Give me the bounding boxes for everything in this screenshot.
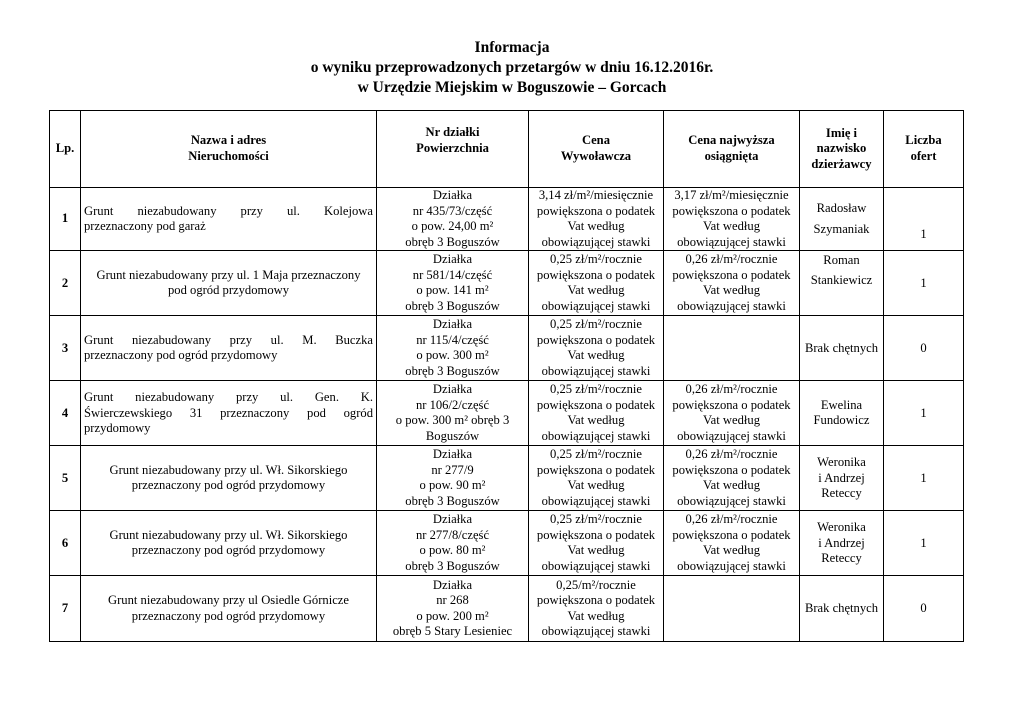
table-row [50, 188, 964, 251]
header-name-line1: Nazwa i adres [190, 133, 267, 148]
cell-max-price [664, 446, 800, 511]
cell-offers: 1 [884, 251, 964, 316]
cell-plot-line3: o pow. 141 m² [416, 283, 489, 298]
cell-price-line4: obowiązującej stawki [541, 558, 651, 573]
cell-price-line2: powiększona o podatek [536, 332, 656, 347]
cell-lp: 5 [50, 446, 81, 511]
header-tenant [800, 111, 884, 188]
cell-plot-line1: Działka [432, 382, 473, 397]
title-line-1: Informacja [474, 39, 550, 56]
cell-offers: 0 [884, 316, 964, 381]
table-row [50, 251, 964, 316]
cell-lp: 6 [50, 511, 81, 576]
cell-tenant-line2: Stankiewicz [810, 272, 873, 287]
cell-name-line1: Grunt niezabudowany przy ul. M. Buczka [84, 332, 373, 347]
cell-price [529, 316, 664, 381]
cell-max-line2: powiększona o podatek [672, 203, 791, 218]
cell-max-line4: obowiązującej stawki [677, 234, 786, 249]
header-price-line2: Wywoławcza [560, 149, 632, 163]
cell-max-line2: powiększona o podatek [672, 267, 791, 282]
cell-plot-line4: Boguszów [425, 428, 480, 443]
cell-price-line4: obowiązującej stawki [541, 363, 651, 378]
cell-name-line1: Grunt niezabudowany przy ul. Wł. Sikorskiego [109, 527, 348, 542]
cell-max-line1: 0,26 zł/m²/rocznie [685, 252, 778, 267]
table-row [50, 446, 964, 511]
header-max-price [664, 111, 800, 188]
cell-tenant [800, 188, 884, 251]
cell-name-line1: Grunt niezabudowany przy ul. 1 Maja przeznaczony [96, 267, 361, 282]
cell-price-line3: Vat według [567, 283, 625, 298]
cell-name-line1: Grunt niezabudowany przy ul Osiedle Górnicze [108, 593, 349, 608]
cell-plot-line1: Działka [432, 188, 473, 202]
cell-plot-line1: Działka [432, 447, 473, 462]
cell-tenant-line3: Reteccy [821, 551, 862, 566]
cell-name-line2: przeznaczony pod ogród przydomowy [131, 543, 326, 558]
cell-price-line4: obowiązującej stawki [541, 428, 651, 443]
cell-plot [377, 511, 529, 576]
cell-tenant [800, 576, 884, 642]
cell-max-price [664, 188, 800, 251]
header-offers-line1: Liczba [905, 133, 942, 148]
cell-tenant-line1: Roman [823, 253, 860, 268]
cell-price [529, 381, 664, 446]
cell-tenant-line1: Brak chętnych [804, 340, 879, 355]
cell-price [529, 251, 664, 316]
cell-plot-line2: nr 268 [436, 593, 469, 608]
cell-plot-line2: nr 435/73/część [412, 203, 493, 218]
cell-price-line3: Vat według [567, 348, 625, 363]
cell-max-line1: 3,17 zł/m²/miesięcznie [674, 188, 789, 202]
header-lp: Lp. [50, 111, 81, 188]
table-header-row [50, 111, 964, 188]
cell-plot-line2: nr 581/14/część [412, 267, 493, 282]
cell-plot-line3: o pow. 80 m² [419, 543, 486, 558]
cell-plot-line2: nr 115/4/część [416, 332, 489, 347]
cell-max-line3: Vat według [702, 283, 760, 298]
cell-max-line2: powiększona o podatek [672, 527, 791, 542]
cell-lp: 7 [50, 576, 81, 642]
cell-price-line2: powiększona o podatek [536, 593, 656, 608]
cell-name-line1: Grunt niezabudowany przy ul. Kolejowa [84, 203, 373, 218]
cell-price-line2: powiększona o podatek [536, 203, 656, 218]
cell-max-line3: Vat według [702, 219, 760, 234]
cell-offers: 1 [884, 511, 964, 576]
table-row [50, 316, 964, 381]
cell-plot-line4: obręb 3 Boguszów [405, 493, 500, 508]
cell-offers: 1 [884, 446, 964, 511]
cell-name-line2: przeznaczony pod ogród przydomowy [131, 478, 326, 493]
cell-price-line4: obowiązującej stawki [541, 624, 651, 639]
table-row [50, 381, 964, 446]
tender-results-table [49, 110, 964, 642]
cell-name [81, 511, 377, 576]
table-row [50, 511, 964, 576]
cell-max-price [664, 251, 800, 316]
cell-tenant-line2: i Andrzej [818, 535, 865, 550]
cell-price-line3: Vat według [567, 608, 625, 623]
cell-name [81, 576, 377, 642]
cell-price-line1: 0,25 zł/m²/rocznie [550, 252, 642, 267]
cell-max-line2: powiększona o podatek [672, 462, 791, 477]
cell-tenant [800, 251, 884, 316]
cell-price-line1: 3,14 zł/m²/miesięcznie [538, 188, 654, 202]
cell-price [529, 446, 664, 511]
cell-offers: 1 [884, 188, 964, 251]
cell-price-line1: 0,25 zł/m²/rocznie [550, 382, 642, 397]
header-price-line1: Cena [582, 133, 610, 148]
cell-max-price [664, 381, 800, 446]
cell-plot-line3: o pow. 200 m² [416, 608, 489, 623]
cell-max-price [664, 316, 800, 381]
header-price [529, 111, 664, 188]
cell-tenant-line2: i Andrzej [818, 470, 865, 485]
cell-plot [377, 576, 529, 642]
cell-name-line2: przeznaczony pod ogród przydomowy [84, 348, 278, 363]
cell-max-line1: 0,26 zł/m²/rocznie [685, 512, 778, 527]
cell-tenant-line1: Radosław [816, 200, 867, 215]
cell-price-line3: Vat według [567, 413, 625, 428]
cell-max-line4: obowiązującej stawki [677, 298, 786, 313]
cell-price-line1: 0,25 zł/m²/rocznie [550, 447, 642, 462]
header-offers [884, 111, 964, 188]
cell-tenant [800, 446, 884, 511]
cell-lp: 4 [50, 381, 81, 446]
cell-name-line2: przeznaczony pod garaż [84, 219, 206, 234]
cell-max-line1: 0,26 zł/m²/rocznie [685, 447, 778, 462]
cell-name-line1: Grunt niezabudowany przy ul. Gen. K. [84, 389, 373, 404]
cell-name-line3: przydomowy [84, 421, 151, 436]
cell-max-line4: obowiązującej stawki [677, 558, 786, 573]
cell-plot [377, 446, 529, 511]
cell-price-line3: Vat według [567, 543, 625, 558]
cell-tenant-line2: Fundowicz [813, 413, 870, 428]
cell-name-line2: przeznaczony pod ogród przydomowy [131, 608, 326, 623]
cell-max-line3: Vat według [702, 478, 760, 493]
cell-price [529, 188, 664, 251]
cell-plot-line1: Działka [432, 512, 473, 527]
cell-lp: 2 [50, 251, 81, 316]
header-tenant-line1: Imię i [825, 125, 858, 140]
cell-price-line2: powiększona o podatek [536, 527, 656, 542]
cell-tenant-line1: Ewelina [820, 397, 863, 412]
cell-plot-line1: Działka [432, 252, 473, 267]
cell-max-line3: Vat według [702, 543, 760, 558]
cell-plot-line4: obręb 3 Boguszów [405, 234, 500, 249]
header-max-line2: osiągnięta [704, 149, 759, 163]
cell-tenant [800, 316, 884, 381]
cell-max-line3: Vat według [702, 413, 760, 428]
cell-plot [377, 316, 529, 381]
cell-name-line2: Świerczewskiego 31 przeznaczony pod ogród [84, 405, 373, 420]
cell-tenant-line3: Reteccy [821, 486, 862, 501]
cell-name [81, 381, 377, 446]
cell-tenant [800, 381, 884, 446]
cell-plot-line3: o pow. 90 m² [419, 478, 486, 493]
cell-offers: 1 [884, 381, 964, 446]
cell-plot-line2: nr 277/8/część [415, 527, 490, 542]
cell-plot-line2: nr 277/9 [431, 462, 474, 477]
title-line-3: w Urzędzie Miejskim w Boguszowie – Gorcach [357, 79, 667, 96]
cell-plot-line4: obręb 5 Stary Lesieniec [392, 624, 513, 639]
cell-name-line2: pod ogród przydomowy [167, 283, 290, 298]
cell-max-line2: powiększona o podatek [672, 397, 791, 412]
cell-max-price [664, 511, 800, 576]
cell-lp: 1 [50, 188, 81, 251]
cell-plot-line3: o pow. 24,00 m² [411, 219, 494, 234]
cell-offers: 0 [884, 576, 964, 642]
cell-plot-line4: obręb 3 Boguszów [405, 363, 500, 378]
cell-name [81, 446, 377, 511]
cell-tenant-line1: Weronika [817, 519, 866, 534]
cell-plot-line3: o pow. 300 m² obręb 3 [395, 413, 510, 428]
cell-price-line3: Vat według [567, 478, 625, 493]
header-max-line1: Cena najwyższa [688, 133, 775, 148]
header-plot [377, 111, 529, 188]
cell-price-line1: 0,25/m²/rocznie [556, 577, 636, 592]
cell-price-line2: powiększona o podatek [536, 267, 656, 282]
cell-price-line1: 0,25 zł/m²/rocznie [550, 317, 642, 332]
header-tenant-line3: dzierżawcy [811, 156, 872, 171]
cell-price-line4: obowiązującej stawki [541, 234, 651, 249]
cell-tenant-line1: Weronika [817, 454, 866, 469]
cell-plot-line1: Działka [432, 317, 473, 332]
header-tenant-line2: nazwisko [816, 141, 867, 156]
cell-price-line3: Vat według [567, 219, 625, 234]
cell-plot [377, 251, 529, 316]
header-offers-line2: ofert [910, 149, 937, 163]
cell-plot-line2: nr 106/2/część [415, 397, 490, 412]
cell-price-line2: powiększona o podatek [536, 397, 656, 412]
cell-price-line1: 0,25 zł/m²/rocznie [550, 512, 642, 527]
cell-plot-line1: Działka [432, 577, 473, 592]
cell-price-line4: obowiązującej stawki [541, 493, 651, 508]
cell-max-line1: 0,26 zł/m²/rocznie [685, 382, 778, 397]
cell-plot [377, 381, 529, 446]
cell-tenant-line2: Szymaniak [813, 222, 870, 237]
header-name-line2: Nieruchomości [188, 149, 269, 163]
cell-lp: 3 [50, 316, 81, 381]
header-plot-line2: Powierzchnia [416, 140, 489, 155]
cell-plot [377, 188, 529, 251]
title-line-2: o wyniku przeprowadzonych przetargów w dniu 16.12.2016r. [310, 59, 714, 76]
cell-name [81, 251, 377, 316]
cell-name-line1: Grunt niezabudowany przy ul. Wł. Sikorskiego [109, 462, 348, 477]
cell-name [81, 316, 377, 381]
cell-plot-line4: obręb 3 Boguszów [405, 298, 500, 313]
cell-plot-line3: o pow. 300 m² [416, 348, 489, 363]
table-row [50, 576, 964, 642]
cell-plot-line4: obręb 3 Boguszów [405, 558, 500, 573]
cell-price-line2: powiększona o podatek [536, 462, 656, 477]
cell-max-line4: obowiązującej stawki [677, 428, 786, 443]
cell-price [529, 511, 664, 576]
cell-max-line4: obowiązującej stawki [677, 493, 786, 508]
cell-tenant [800, 511, 884, 576]
cell-tenant-line1: Brak chętnych [804, 601, 879, 616]
document-title [0, 38, 1024, 98]
cell-max-price [664, 576, 800, 642]
cell-price-line4: obowiązującej stawki [541, 298, 651, 313]
cell-name [81, 188, 377, 251]
header-plot-line1: Nr działki [425, 125, 480, 139]
header-name [81, 111, 377, 188]
cell-price [529, 576, 664, 642]
